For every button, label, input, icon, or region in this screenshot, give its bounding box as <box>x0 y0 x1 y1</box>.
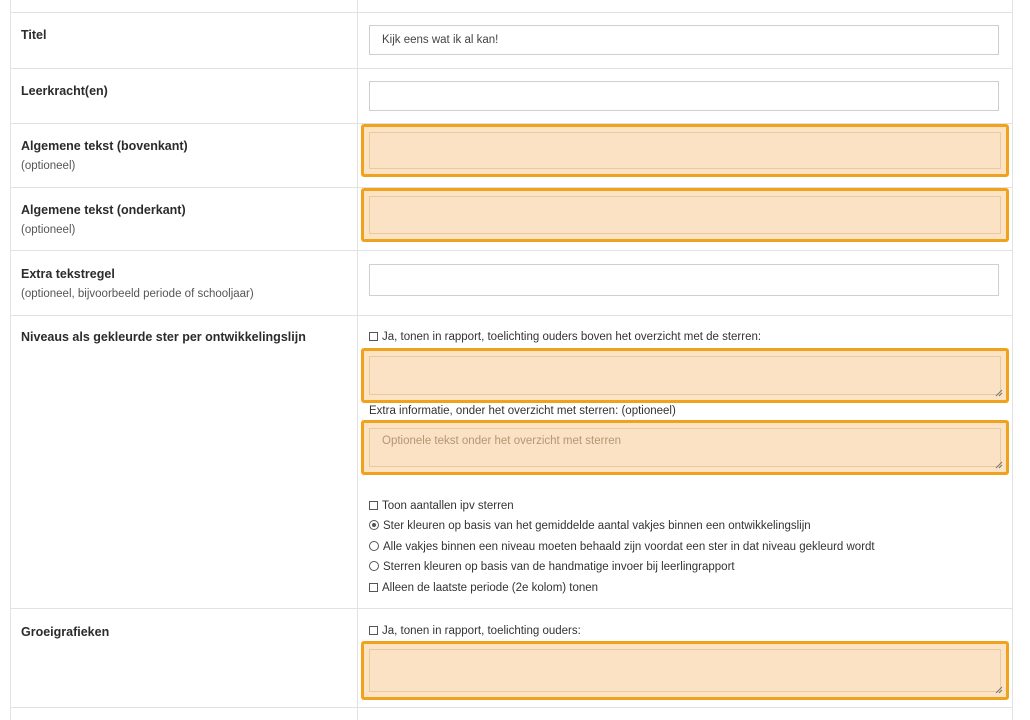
resize-handle-icon[interactable] <box>994 388 1003 397</box>
niveaus-show-text: Ja, tonen in rapport, toelichting ouders boven het overzicht met de sterren: <box>382 331 762 343</box>
resize-handle-icon[interactable] <box>994 460 1003 469</box>
toon-aantallen-text: Toon aantallen ipv sterren <box>382 500 514 512</box>
tekst-boven-input[interactable] <box>369 132 1001 169</box>
extra-sublabel: (optioneel, bijvoorbeeld periode of schooljaar) <box>21 288 254 300</box>
radio-gemiddelde-button[interactable] <box>369 520 379 530</box>
extra-info-label: Extra informatie, onder het overzicht met sterren: (optioneel) <box>369 405 676 417</box>
tekst-boven-label: Algemene tekst (bovenkant) <box>21 139 188 153</box>
radio-gemiddelde-option[interactable] <box>369 520 811 532</box>
row-divider <box>10 12 1013 13</box>
tekst-onder-sublabel: (optioneel) <box>21 224 76 236</box>
table-border-left <box>10 0 11 720</box>
radio-gemiddelde-text: Ster kleuren op basis van het gemiddelde aantal vakjes binnen een ontwikkelingslijn <box>383 520 811 532</box>
row-divider <box>10 68 1013 69</box>
extra-info-highlight <box>361 420 1009 475</box>
niveaus-show-option[interactable] <box>369 331 761 343</box>
row-divider <box>10 608 1013 609</box>
radio-handmatig-button[interactable] <box>369 561 379 571</box>
groei-show-text: Ja, tonen in rapport, toelichting ouders: <box>382 625 581 637</box>
niveaus-toelichting-highlight <box>361 348 1009 403</box>
row-divider <box>10 707 1013 708</box>
niveaus-toelichting-textarea[interactable] <box>369 356 1001 395</box>
toon-aantallen-option[interactable] <box>369 500 514 512</box>
laatste-periode-option[interactable] <box>369 582 598 594</box>
titel-label: Titel <box>21 28 47 42</box>
tekst-boven-highlight <box>361 124 1009 177</box>
tekst-boven-sublabel: (optioneel) <box>21 160 76 172</box>
row-divider <box>10 250 1013 251</box>
radio-alle-text: Alle vakjes binnen een niveau moeten behaald zijn voordat een ster in dat niveau gekleurd wordt <box>383 541 875 553</box>
tekst-onder-highlight <box>361 188 1009 242</box>
groei-show-option[interactable] <box>369 625 581 637</box>
radio-alle-option[interactable] <box>369 541 875 553</box>
tekst-onder-input[interactable] <box>369 196 1001 234</box>
radio-alle-button[interactable] <box>369 541 379 551</box>
groei-show-checkbox[interactable] <box>369 626 378 635</box>
groei-toelichting-highlight <box>361 641 1009 700</box>
laatste-periode-text: Alleen de laatste periode (2e kolom) tonen <box>382 582 599 594</box>
table-column-divider <box>357 0 358 720</box>
extra-info-textarea[interactable]: Optionele tekst onder het overzicht met sterren <box>369 428 1001 467</box>
radio-handmatig-text: Sterren kleuren op basis van de handmatige invoer bij leerlingrapport <box>383 561 735 573</box>
leerkracht-label: Leerkracht(en) <box>21 84 108 98</box>
extra-label: Extra tekstregel <box>21 267 115 281</box>
tekst-onder-label: Algemene tekst (onderkant) <box>21 203 186 217</box>
groei-toelichting-textarea[interactable] <box>369 649 1001 692</box>
toon-aantallen-checkbox[interactable] <box>369 501 378 510</box>
extra-input[interactable] <box>369 264 999 296</box>
resize-handle-icon[interactable] <box>994 685 1003 694</box>
leerkracht-input[interactable] <box>369 81 999 111</box>
laatste-periode-checkbox[interactable] <box>369 583 378 592</box>
groei-label: Groeigrafieken <box>21 625 110 639</box>
row-divider <box>10 315 1013 316</box>
niveaus-label: Niveaus als gekleurde ster per ontwikkelingslijn <box>21 330 306 344</box>
table-border-right <box>1012 0 1013 720</box>
niveaus-show-checkbox[interactable] <box>369 332 378 341</box>
radio-handmatig-option[interactable] <box>369 561 735 573</box>
titel-input[interactable]: Kijk eens wat ik al kan! <box>369 25 999 55</box>
